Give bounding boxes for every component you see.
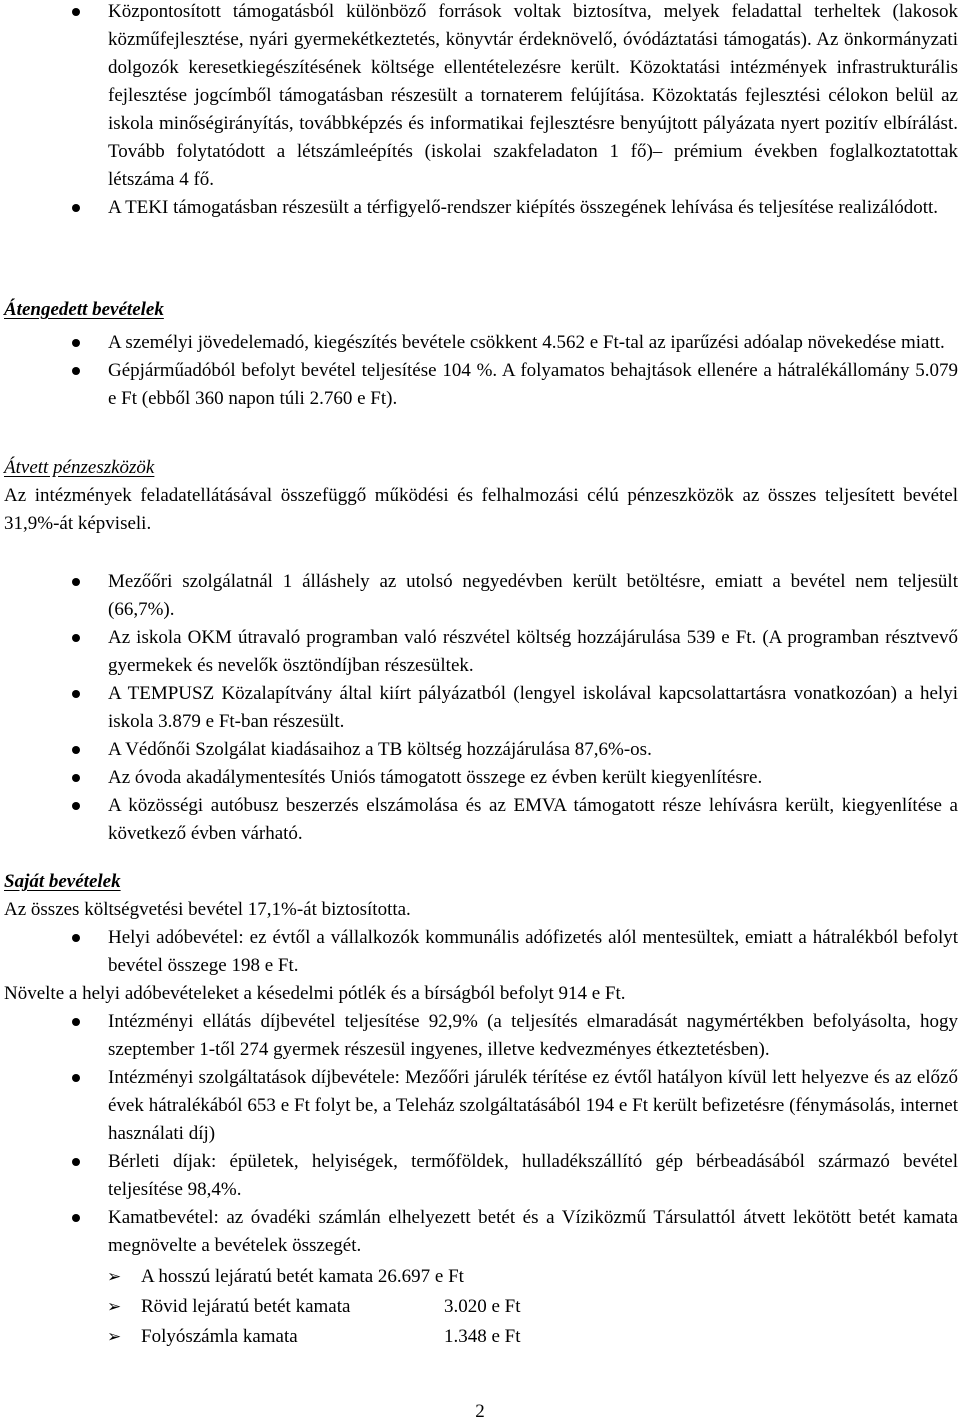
arrow-bullet-icon: ➢ [107, 1297, 122, 1317]
interest-label: Rövid lejáratú betét kamata [141, 1296, 351, 1317]
list-item-text: Központosított támogatásból különböző források voltak biztosítva, melyek feladattal terheltek (lakosok közműfejlesztése, nyári gyermekétkeztetés, könyvtár érdeknövelő, óvódáztatási támogatás). Az önkormányzati dolgozók keresetkiegészítésének költsége ellentételezésre került. Közoktatási intézmények infrastrukturális fejlesztése jogcímből támogatásban részesült a tornaterem felújítása. Közoktatás fejlesztési célokon belül az iskola minőségirányítás, továbbképzés és informatikai fejlesztésre benyújtott pályázata nyert pozitív elbírálást. Tovább folytatódott a létszámleépítés (iskolai szakfeladaton 1 fő)– prémium években foglalkoztatottak létszáma 4 fő. [108, 1, 958, 190]
list-item-text: Az iskola OKM útravaló programban való részvétel költség hozzájárulása 539 e Ft. (A programban résztvevő gyermekek és nevelők ösztöndíjban részesültek. [108, 627, 958, 676]
interest-item [0, 1292, 960, 1322]
list-item [0, 1064, 960, 1148]
section-heading [0, 454, 960, 482]
list-item [0, 736, 960, 764]
arrow-bullet-icon: ➢ [107, 1327, 122, 1347]
section-intro: Az összes költségvetési bevétel 17,1%-át biztosította. [4, 899, 411, 920]
bullet-icon [72, 8, 80, 16]
bullet-list [0, 1008, 960, 1260]
interest-list [0, 1262, 960, 1352]
section-paragraph: Az intézmények feladatellátásával összefüggő működési és felhalmozási célú pénzeszközök az összes teljesített bevétel 31,9%-át képviseli. [4, 485, 958, 534]
list-item [0, 568, 960, 624]
list-item [0, 1204, 960, 1260]
interest-label: A hosszú lejáratú betét kamata 26.697 e Ft [141, 1266, 464, 1287]
list-item-text: Gépjárműadóból befolyt bevétel teljesítése 104 %. A folyamatos behajtások ellenére a hátralékállomány 5.079 e Ft (ebből 360 napon túli 2.760 e Ft). [108, 360, 958, 409]
section-atengedett [0, 296, 960, 413]
list-item-text: A Védőnői Szolgálat kiadásaihoz a TB költség hozzájárulása 87,6%-os. [108, 739, 652, 760]
section-paragraph: Növelte a helyi adóbevételeket a késedelmi pótlék és a bírságból befolyt 914 e Ft. [4, 983, 626, 1004]
list-item [0, 329, 960, 357]
list-item [0, 357, 960, 413]
list-item [0, 0, 960, 194]
list-item-text: Kamatbevétel: az óvadéki számlán elhelyezett betét és a Víziközmű Társulattól átvett lekötött betét kamata megnövelte a bevételek összegét. [108, 1207, 958, 1256]
bullet-icon [72, 774, 80, 782]
list-item-text: Helyi adóbevétel: ez évtől a vállalkozók kommunális adófizetés alól mentesültek, emiatt a hátralékból befolyt bevétel összege 198 e Ft. [108, 927, 958, 976]
interest-amount: 1.348 e Ft [444, 1326, 521, 1347]
list-item-text: Intézményi ellátás díjbevétel teljesítése 92,9% (a teljesítés elmaradását nagymértékben befolyásolta, hogy szeptember 1-től 274 gyermek részesül ingyenes, illetve kedvezményes étkeztetésben). [108, 1011, 958, 1060]
interest-amount: 3.020 e Ft [444, 1296, 521, 1317]
list-item-text: A személyi jövedelemadó, kiegészítés bevétele csökkent 4.562 e Ft-tal az iparűzési adóalap növekedése miatt. [108, 332, 945, 353]
section-1 [0, 0, 960, 222]
section-heading: Saját bevételek [4, 871, 121, 892]
list-item [0, 1148, 960, 1204]
list-item [0, 194, 960, 222]
bullet-icon [72, 367, 80, 375]
interest-item [0, 1322, 960, 1352]
list-item-text: A TEMPUSZ Közalapítvány által kiírt pályázatból (lengyel iskolával kapcsolattartásra vonatkozóan) a helyi iskola 3.879 e Ft-ban részesült. [108, 683, 958, 732]
bullet-icon [72, 204, 80, 212]
bullet-list [0, 329, 960, 413]
list-item [0, 764, 960, 792]
bullet-icon [72, 934, 80, 942]
list-item [0, 792, 960, 848]
list-item-text: A közösségi autóbusz beszerzés elszámolása és az EMVA támogatott része lehívásra került, kiegyenlítése a következő évben várható. [108, 795, 958, 844]
list-item-text: A TEKI támogatásban részesült a térfigyelő-rendszer kiépítés összegének lehívása és teljesítése realizálódott. [108, 197, 939, 218]
list-item [0, 624, 960, 680]
bullet-icon [72, 634, 80, 642]
list-item-text: Intézményi szolgáltatások díjbevétele: Mezőőri járulék térítése ez évtől hatályon kívül lett helyezve és az előző évek hátralékából 653 e Ft folyt be, a Teleház szolgáltatásából 194 e Ft került befizetésre (fénymásolás, internet használati díj) [108, 1067, 958, 1144]
bullet-list [0, 0, 960, 222]
bullet-icon [72, 339, 80, 347]
bullet-icon [72, 746, 80, 754]
bullet-icon [72, 1158, 80, 1166]
section-heading-text: Átvett pénzeszközök [4, 457, 155, 478]
list-item-text: Bérleti díjak: épületek, helyiségek, termőföldek, hulladékszállító gép bérbeadásából származó bevétel teljesítése 98,4%. [108, 1151, 958, 1200]
list-item [0, 924, 960, 980]
bullet-icon [72, 690, 80, 698]
bullet-list [0, 924, 960, 980]
bullet-icon [72, 578, 80, 586]
bullet-icon [72, 802, 80, 810]
section-heading: Átengedett bevételek [4, 299, 164, 320]
page-number: 2 [475, 1401, 485, 1422]
interest-item [0, 1262, 960, 1292]
list-item-text: Mezőőri szolgálatnál 1 álláshely az utolsó negyedévben került betöltésre, emiatt a bevétel nem teljesült (66,7%). [108, 571, 958, 620]
arrow-bullet-icon: ➢ [107, 1267, 122, 1287]
bullet-icon [72, 1214, 80, 1222]
bullet-icon [72, 1018, 80, 1026]
list-item [0, 680, 960, 736]
section-sajat [0, 868, 960, 1352]
bullet-list [0, 568, 960, 848]
bullet-icon [72, 1074, 80, 1082]
interest-label: Folyószámla kamata [141, 1326, 298, 1347]
list-item-text: Az óvoda akadálymentesítés Uniós támogatott összege ez évben került kiegyenlítésre. [108, 767, 763, 788]
list-item [0, 1008, 960, 1064]
section-atvett [0, 454, 960, 848]
